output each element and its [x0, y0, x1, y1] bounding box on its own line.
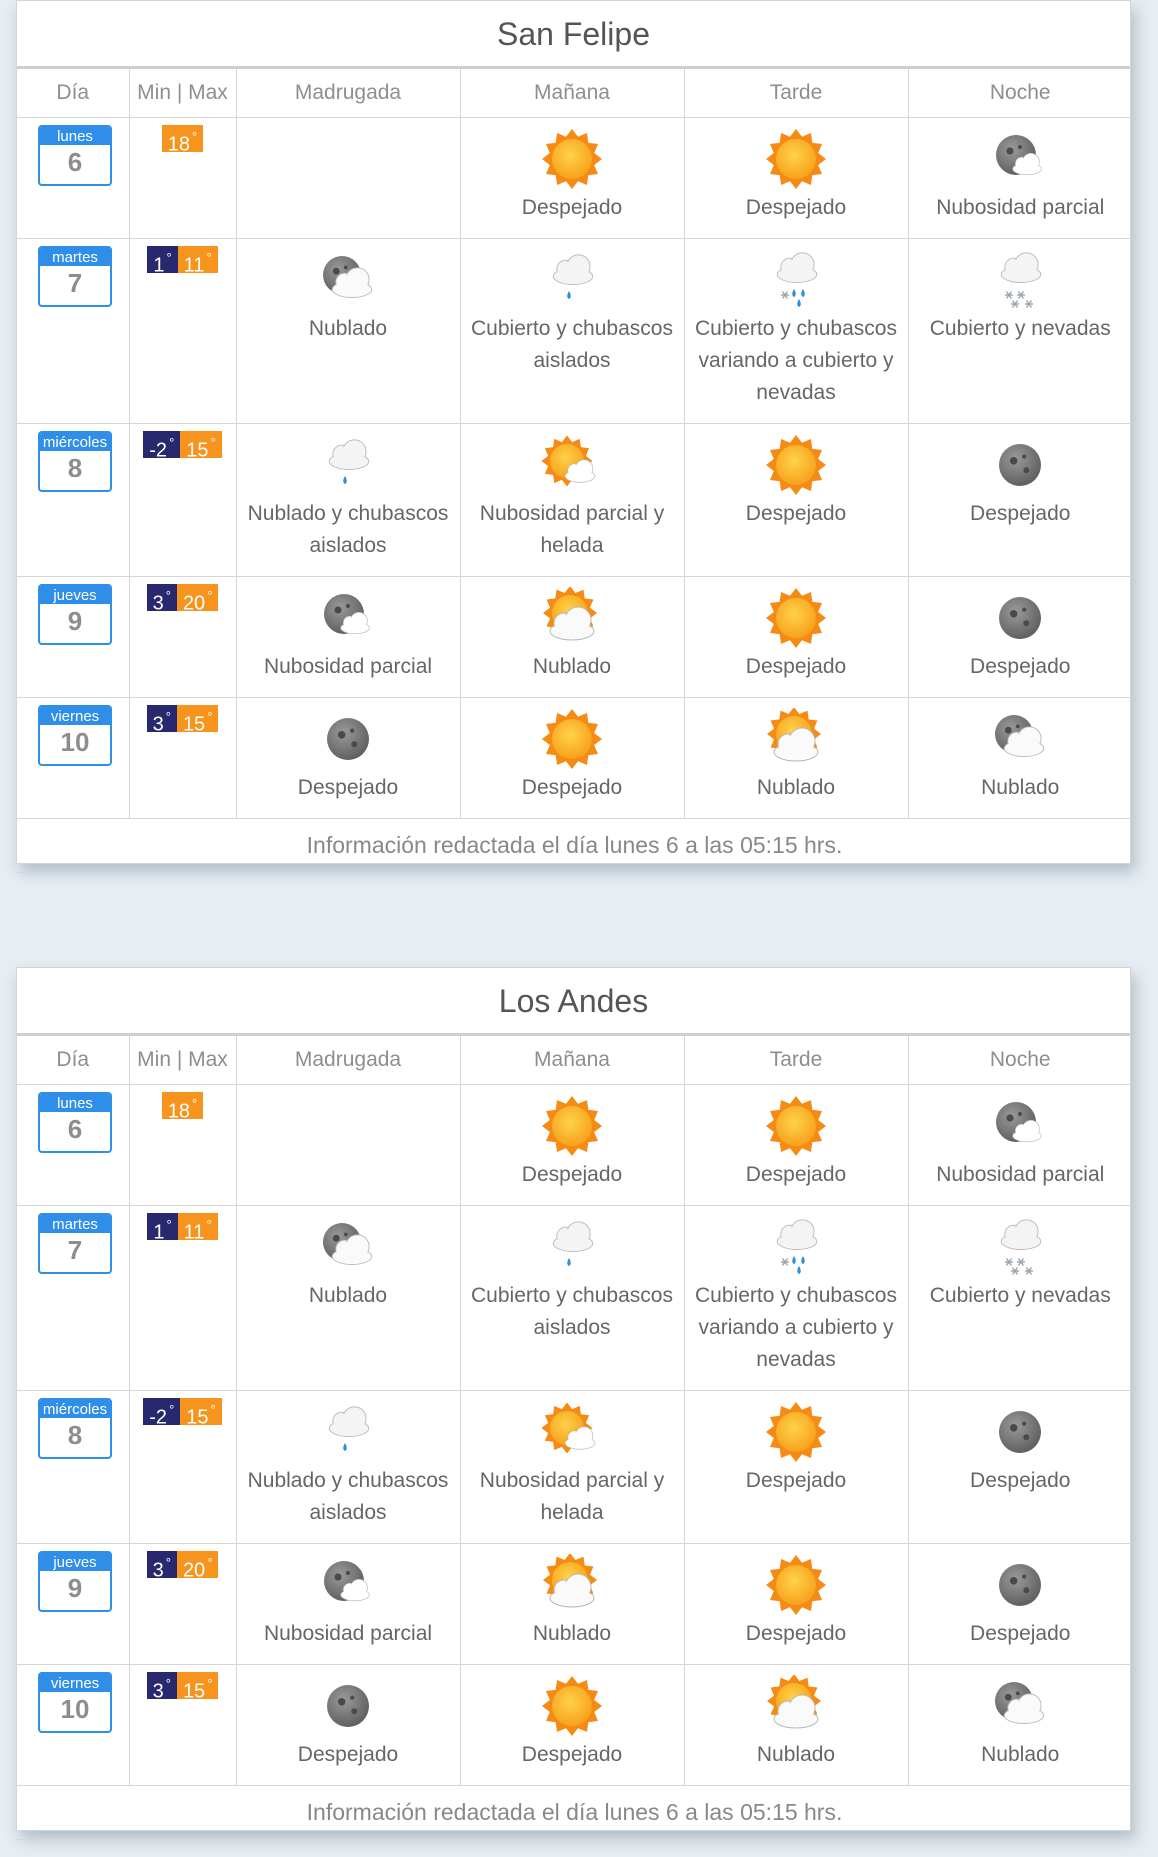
- condition-text: Nublado: [308, 1284, 388, 1307]
- cloud-snow-rain-icon: [761, 249, 831, 311]
- min-temp-badge: 3 °: [147, 1672, 177, 1699]
- sun-cloud-heavy-icon: [537, 587, 607, 649]
- moon-icon: [985, 1401, 1055, 1463]
- period-cell-manana: [460, 1206, 684, 1391]
- max-temp-badge: 15 °: [180, 1398, 221, 1425]
- condition-text: Nubosidad parcial: [936, 196, 1105, 219]
- period-cell-manana: [460, 239, 684, 424]
- condition-text: Cubierto y nevadas: [929, 1284, 1111, 1307]
- sun-icon: [761, 587, 831, 649]
- condition-text: Cubierto y nevadas: [929, 317, 1111, 340]
- temperature-range: [162, 125, 203, 156]
- moon-cloud-dark-icon: [313, 1216, 383, 1278]
- day-row: [17, 1085, 1132, 1206]
- period-cell-manana: [460, 1391, 684, 1544]
- condition-text: Nublado: [308, 317, 388, 340]
- calendar-badge: [38, 125, 112, 186]
- condition-text: Despejado: [297, 776, 399, 799]
- period-cell-manana: [460, 424, 684, 577]
- max-temp-badge: 18 °: [162, 125, 203, 152]
- period-cell-manana: [460, 118, 684, 239]
- min-temp-badge: 3 °: [147, 584, 177, 611]
- condition-text: Despejado: [970, 502, 1071, 525]
- period-cell-manana: [460, 698, 684, 819]
- moon-cloud-dark-icon: [985, 1675, 1055, 1737]
- temperature-range: [143, 431, 221, 462]
- day-number: 7: [67, 1235, 83, 1265]
- condition-text: Despejado: [297, 1743, 399, 1766]
- temperature-cell: [129, 577, 236, 698]
- condition-text: Despejado: [521, 196, 623, 219]
- sun-cloud-icon: [537, 1401, 607, 1463]
- temperature-cell: [129, 1085, 236, 1206]
- period-cell-tarde: [684, 118, 908, 239]
- temperature-range: [147, 1551, 219, 1582]
- day-row: [17, 577, 1132, 698]
- temperature-cell: [129, 1206, 236, 1391]
- footer-note: Información redactada el día lunes 6 a las 05:15 hrs.: [17, 819, 1132, 873]
- column-header: Día: [17, 69, 129, 118]
- condition-text: Nubosidad parcial y helada: [479, 1469, 665, 1524]
- condition-text: Despejado: [745, 1469, 847, 1492]
- day-number: 9: [67, 606, 83, 636]
- sun-icon: [537, 128, 607, 190]
- day-cell: [17, 577, 129, 698]
- period-cell-madrugada: [236, 698, 460, 819]
- max-temp-value: 18: [167, 133, 191, 156]
- max-temp-value: 20: [182, 1559, 206, 1582]
- temperature-cell: [129, 1544, 236, 1665]
- condition-text: Nublado: [981, 776, 1060, 799]
- period-cell-tarde: [684, 424, 908, 577]
- column-header: Tarde: [684, 69, 908, 118]
- min-temp-badge: 3 °: [147, 705, 177, 732]
- calendar-badge: [38, 1213, 112, 1274]
- max-temp-badge: 20 °: [177, 584, 218, 611]
- day-cell: [17, 1391, 129, 1544]
- footer-note: Información redactada el día lunes 6 a las 05:15 hrs.: [17, 1786, 1132, 1840]
- cloud-snow-rain-icon: [761, 1216, 831, 1278]
- max-temp-value: 18: [167, 1100, 191, 1123]
- header-row: [17, 1036, 1132, 1085]
- max-temp-value: 15: [186, 1406, 209, 1429]
- header-row: [17, 69, 1132, 118]
- calendar-badge: [38, 1092, 112, 1153]
- condition-text: Cubierto y chubascos variando a cubierto y nevadas: [695, 1284, 897, 1371]
- period-cell-manana: [460, 1085, 684, 1206]
- moon-icon: [985, 587, 1055, 649]
- column-header: Tarde: [684, 1036, 908, 1085]
- period-cell-noche: [908, 1544, 1132, 1665]
- max-temp-badge: 11 °: [178, 246, 218, 273]
- condition-text: Cubierto y chubascos variando a cubierto y nevadas: [695, 317, 897, 404]
- condition-text: Despejado: [521, 1743, 623, 1766]
- weekday-label: lunes: [40, 127, 110, 145]
- condition-text: Nublado y chubascos aislados: [247, 1469, 449, 1524]
- temperature-range: [147, 1213, 217, 1244]
- period-cell-tarde: [684, 1544, 908, 1665]
- period-cell-tarde: [684, 577, 908, 698]
- min-temp-badge: -2 °: [143, 431, 180, 458]
- period-cell-madrugada: [236, 1665, 460, 1786]
- min-temp-value: 3: [152, 1680, 164, 1703]
- forecast-card: [16, 0, 1131, 864]
- day-number: 9: [67, 1573, 83, 1603]
- max-temp-value: 15: [182, 1680, 206, 1703]
- max-temp-value: 15: [186, 439, 209, 462]
- weekday-label: miércoles: [40, 1400, 110, 1418]
- min-temp-value: -2: [149, 439, 168, 462]
- period-cell-manana: [460, 1665, 684, 1786]
- min-temp-value: 3: [152, 713, 164, 736]
- sun-icon: [761, 1401, 831, 1463]
- day-row: [17, 118, 1132, 239]
- max-temp-badge: 15 °: [180, 431, 221, 458]
- day-cell: [17, 1085, 129, 1206]
- sun-icon: [761, 1095, 831, 1157]
- weekday-label: martes: [40, 1215, 110, 1233]
- period-cell-tarde: [684, 1391, 908, 1544]
- min-temp-badge: 1 °: [147, 1213, 177, 1240]
- footer-row: [17, 1786, 1132, 1840]
- period-cell-madrugada: [236, 577, 460, 698]
- min-temp-badge: 3 °: [147, 1551, 177, 1578]
- temperature-cell: [129, 239, 236, 424]
- column-header: Mañana: [460, 1036, 684, 1085]
- calendar-badge: [38, 1672, 112, 1733]
- condition-text: Despejado: [745, 1163, 847, 1186]
- cloud-snow-icon: [985, 249, 1055, 311]
- temperature-range: [147, 705, 219, 736]
- moon-icon: [313, 708, 383, 770]
- day-cell: [17, 1544, 129, 1665]
- condition-text: Despejado: [745, 655, 847, 678]
- moon-icon: [985, 434, 1055, 496]
- day-row: [17, 698, 1132, 819]
- condition-text: Nublado: [756, 1743, 836, 1766]
- column-header: Día: [17, 1036, 129, 1085]
- day-cell: [17, 698, 129, 819]
- temperature-cell: [129, 1665, 236, 1786]
- column-header: Noche: [908, 1036, 1132, 1085]
- period-cell-madrugada: [236, 239, 460, 424]
- day-number: 10: [60, 1694, 90, 1724]
- city-title: Los Andes: [17, 968, 1130, 1036]
- min-temp-value: 1: [153, 1221, 165, 1244]
- min-temp-badge: -2 °: [143, 1398, 180, 1425]
- cloud-rain-icon: [313, 434, 383, 496]
- period-cell-noche: [908, 1206, 1132, 1391]
- temperature-range: [143, 1398, 221, 1429]
- column-header: Min | Max: [129, 69, 236, 118]
- temperature-range: [162, 1092, 203, 1123]
- period-cell-madrugada: [236, 118, 460, 239]
- moon-cloud-icon: [985, 128, 1055, 190]
- day-number: 8: [67, 453, 83, 483]
- calendar-badge: [38, 705, 112, 766]
- max-temp-badge: 15 °: [177, 705, 218, 732]
- condition-text: Nubosidad parcial: [936, 1163, 1105, 1186]
- sun-cloud-heavy-icon: [537, 1554, 607, 1616]
- max-temp-badge: 15 °: [177, 1672, 218, 1699]
- condition-text: Despejado: [745, 1622, 847, 1645]
- period-cell-madrugada: [236, 1085, 460, 1206]
- day-row: [17, 1544, 1132, 1665]
- weekday-label: martes: [40, 248, 110, 266]
- max-temp-value: 15: [182, 713, 206, 736]
- temperature-cell: [129, 698, 236, 819]
- min-temp-value: 3: [152, 592, 164, 615]
- day-number: 8: [67, 1420, 83, 1450]
- period-cell-madrugada: [236, 424, 460, 577]
- day-number: 10: [60, 727, 90, 757]
- calendar-badge: [38, 1551, 112, 1612]
- moon-icon: [985, 1554, 1055, 1616]
- weekday-label: viernes: [40, 1674, 110, 1692]
- min-temp-value: 1: [153, 254, 165, 277]
- min-temp-value: -2: [149, 1406, 168, 1429]
- condition-text: Despejado: [745, 196, 847, 219]
- sun-icon: [537, 1095, 607, 1157]
- forecast-table: [17, 69, 1132, 873]
- max-temp-value: 11: [183, 1221, 205, 1244]
- period-cell-noche: [908, 577, 1132, 698]
- sun-icon: [761, 128, 831, 190]
- moon-cloud-icon: [313, 587, 383, 649]
- period-cell-tarde: [684, 1206, 908, 1391]
- day-row: [17, 1206, 1132, 1391]
- sun-icon: [761, 1554, 831, 1616]
- temperature-range: [147, 246, 217, 277]
- min-temp-badge: 1 °: [147, 246, 177, 273]
- cloud-snow-icon: [985, 1216, 1055, 1278]
- footer-row: [17, 819, 1132, 873]
- period-cell-manana: [460, 1544, 684, 1665]
- max-temp-badge: 11 °: [178, 1213, 218, 1240]
- temperature-cell: [129, 118, 236, 239]
- period-cell-madrugada: [236, 1391, 460, 1544]
- day-row: [17, 1391, 1132, 1544]
- day-number: 6: [67, 1114, 83, 1144]
- sun-cloud-heavy-icon: [761, 1675, 831, 1737]
- calendar-badge: [38, 431, 112, 492]
- moon-cloud-dark-icon: [985, 708, 1055, 770]
- sun-icon: [761, 434, 831, 496]
- period-cell-madrugada: [236, 1206, 460, 1391]
- day-number: 7: [67, 268, 83, 298]
- temperature-cell: [129, 424, 236, 577]
- weekday-label: miércoles: [40, 433, 110, 451]
- weekday-label: jueves: [40, 586, 110, 604]
- temperature-range: [147, 1672, 219, 1703]
- cloud-rain-icon: [537, 1216, 607, 1278]
- day-row: [17, 239, 1132, 424]
- max-temp-value: 11: [183, 254, 205, 277]
- cloud-rain-icon: [537, 249, 607, 311]
- day-cell: [17, 424, 129, 577]
- moon-cloud-icon: [313, 1554, 383, 1616]
- calendar-badge: [38, 1398, 112, 1459]
- cloud-rain-icon: [313, 1401, 383, 1463]
- condition-text: Nublado y chubascos aislados: [247, 502, 449, 557]
- column-header: Mañana: [460, 69, 684, 118]
- moon-cloud-dark-icon: [313, 249, 383, 311]
- column-header: Noche: [908, 69, 1132, 118]
- condition-text: Cubierto y chubascos aislados: [471, 317, 673, 372]
- column-header: Madrugada: [236, 1036, 460, 1085]
- max-temp-badge: 18 °: [162, 1092, 203, 1119]
- period-cell-tarde: [684, 1665, 908, 1786]
- condition-text: Nublado: [532, 655, 612, 678]
- period-cell-noche: [908, 1391, 1132, 1544]
- sun-cloud-heavy-icon: [761, 708, 831, 770]
- min-temp-value: 3: [152, 1559, 164, 1582]
- condition-text: Nubosidad parcial: [263, 655, 433, 678]
- period-cell-tarde: [684, 1085, 908, 1206]
- day-cell: [17, 118, 129, 239]
- sun-icon: [537, 708, 607, 770]
- max-temp-badge: 20 °: [177, 1551, 218, 1578]
- day-row: [17, 424, 1132, 577]
- day-cell: [17, 1206, 129, 1391]
- day-cell: [17, 239, 129, 424]
- sun-icon: [537, 1675, 607, 1737]
- condition-text: Despejado: [970, 655, 1071, 678]
- period-cell-tarde: [684, 239, 908, 424]
- condition-text: Nubosidad parcial: [263, 1622, 433, 1645]
- condition-text: Despejado: [970, 1622, 1071, 1645]
- condition-text: Nubosidad parcial y helada: [479, 502, 665, 557]
- condition-text: Despejado: [521, 1163, 623, 1186]
- period-cell-noche: [908, 239, 1132, 424]
- temperature-range: [147, 584, 219, 615]
- calendar-badge: [38, 246, 112, 307]
- day-cell: [17, 1665, 129, 1786]
- moon-cloud-icon: [985, 1095, 1055, 1157]
- period-cell-noche: [908, 698, 1132, 819]
- day-row: [17, 1665, 1132, 1786]
- moon-icon: [313, 1675, 383, 1737]
- condition-text: Despejado: [521, 776, 623, 799]
- weekday-label: jueves: [40, 1553, 110, 1571]
- column-header: Min | Max: [129, 1036, 236, 1085]
- calendar-badge: [38, 584, 112, 645]
- condition-text: Nublado: [532, 1622, 612, 1645]
- period-cell-tarde: [684, 698, 908, 819]
- period-cell-noche: [908, 1665, 1132, 1786]
- period-cell-noche: [908, 1085, 1132, 1206]
- forecast-table: [17, 1036, 1132, 1840]
- condition-text: Despejado: [745, 502, 847, 525]
- column-header: Madrugada: [236, 69, 460, 118]
- period-cell-noche: [908, 118, 1132, 239]
- condition-text: Nublado: [756, 776, 836, 799]
- sun-cloud-icon: [537, 434, 607, 496]
- forecast-card: [16, 967, 1131, 1831]
- weekday-label: lunes: [40, 1094, 110, 1112]
- max-temp-value: 20: [182, 592, 206, 615]
- condition-text: Nublado: [981, 1743, 1060, 1766]
- period-cell-manana: [460, 577, 684, 698]
- period-cell-madrugada: [236, 1544, 460, 1665]
- day-number: 6: [67, 147, 83, 177]
- temperature-cell: [129, 1391, 236, 1544]
- condition-text: Cubierto y chubascos aislados: [471, 1284, 673, 1339]
- condition-text: Despejado: [970, 1469, 1071, 1492]
- weekday-label: viernes: [40, 707, 110, 725]
- city-title: San Felipe: [17, 1, 1130, 69]
- period-cell-noche: [908, 424, 1132, 577]
